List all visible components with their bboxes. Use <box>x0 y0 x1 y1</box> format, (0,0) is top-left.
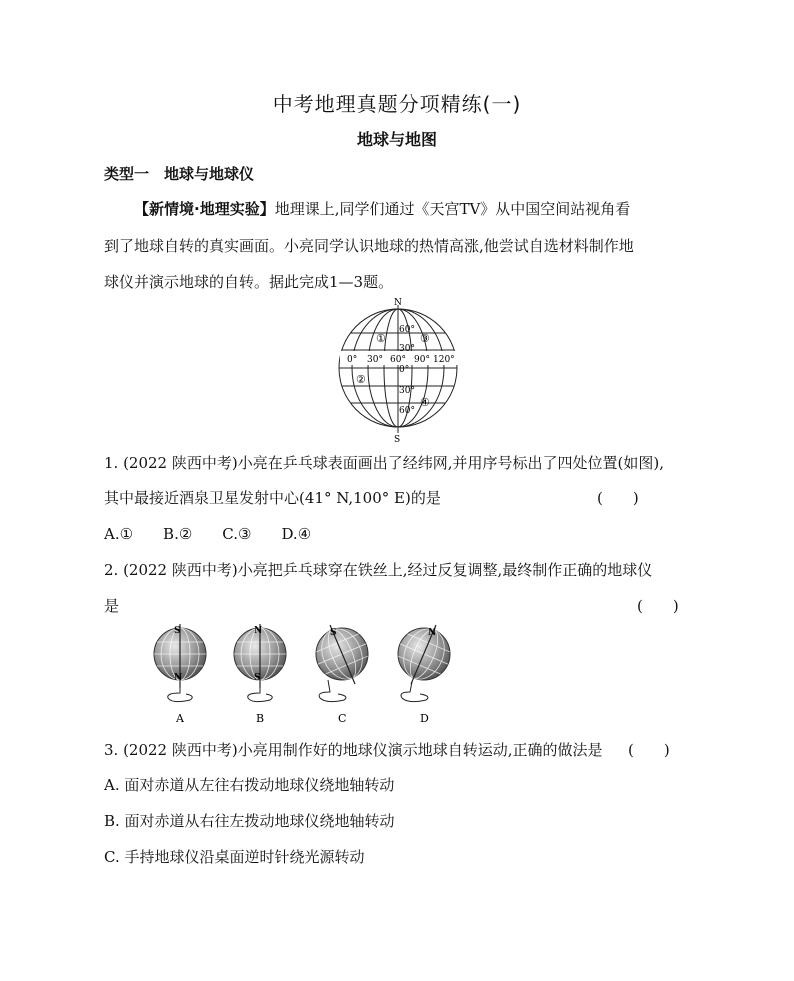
lat-n60-label: 60° <box>399 325 415 335</box>
q3-option-b: B. 面对赤道从右往左拨动地球仪绕地轴转动 <box>104 812 395 830</box>
intro-line-2: 到了地球自转的真实画面。小亮同学认识地球的热情高涨,他尝试自选材料制作地 <box>104 237 634 255</box>
globe-d-top-pole: N <box>428 628 437 638</box>
q3-stem: 3. (2022 陕西中考)小亮用制作好的地球仪演示地球自转运动,正确的做法是 <box>104 741 603 759</box>
page-subtitle: 地球与地图 <box>356 130 437 149</box>
lat-n30-label: 30° <box>399 344 415 354</box>
globe-b-top-pole: N <box>254 626 263 636</box>
q1-options: A.① B.② C.③ D.④ <box>104 525 312 543</box>
mark-2: ② <box>356 373 366 386</box>
globe-b-bottom-pole: S <box>254 673 261 683</box>
lat-0-label: 0° <box>399 365 410 375</box>
lon-30-label: 30° <box>367 355 383 365</box>
globe-a-bottom-pole: N <box>174 673 183 683</box>
globe-d-label: D <box>420 712 429 725</box>
globe-options-figure <box>148 620 458 730</box>
q1-stem-line-2: 其中最接近酒泉卫星发射中心(41° N,100° E)的是 <box>104 489 441 507</box>
mark-1: ① <box>376 332 386 345</box>
q3-option-c: C. 手持地球仪沿桌面逆时针绕光源转动 <box>104 848 365 866</box>
lon-60-label: 60° <box>390 355 406 365</box>
intro-tag: 【新情境·地理实验】 <box>134 200 275 218</box>
mark-3: ③ <box>420 332 430 345</box>
intro-line-1-text: 地理课上,同学们通过《天宫TV》从中国空间站视角看 <box>274 200 631 218</box>
page-title: 中考地理真题分项精练(一) <box>272 92 522 116</box>
q2-answer-bracket: ( ) <box>637 597 679 615</box>
globe-c-top-pole: S <box>330 628 337 638</box>
globe-option-b <box>234 624 286 725</box>
mark-4: ④ <box>420 396 430 409</box>
lon-120-label: 120° <box>433 355 455 365</box>
south-label: S <box>394 435 401 444</box>
lon-90-label: 90° <box>414 355 430 365</box>
globe-option-c <box>308 620 376 725</box>
lon-0-label: 0° <box>347 355 358 365</box>
q1-answer-bracket: ( ) <box>597 489 639 507</box>
globe-a-label: A <box>176 712 184 725</box>
intro-line-1 <box>134 199 630 219</box>
q2-stem-line-2: 是 <box>104 597 120 615</box>
q3-option-a: A. 面对赤道从左往右拨动地球仪绕地轴转动 <box>104 776 395 794</box>
globe-a-top-pole: S <box>174 626 181 636</box>
lat-s60-label: 60° <box>399 406 415 416</box>
globe-option-d <box>390 620 458 725</box>
section-heading: 类型一 地球与地球仪 <box>104 165 255 183</box>
lat-s30-label: 30° <box>399 386 415 396</box>
q2-stem-line-1: 2. (2022 陕西中考)小亮把乒乓球穿在铁丝上,经过反复调整,最终制作正确的地球仪 <box>104 561 653 579</box>
globe-option-a <box>154 624 206 725</box>
graticule-globe-figure <box>330 296 470 444</box>
intro-line-3: 球仪并演示地球的自转。据此完成1—3题。 <box>104 273 394 291</box>
q3-answer-bracket: ( ) <box>628 741 670 759</box>
globe-b-label: B <box>256 712 265 725</box>
q1-stem-line-1: 1. (2022 陕西中考)小亮在乒乓球表面画出了经纬网,并用序号标出了四处位置(如图), <box>104 454 664 472</box>
north-label: N <box>394 298 402 308</box>
globe-c-label: C <box>338 712 347 725</box>
